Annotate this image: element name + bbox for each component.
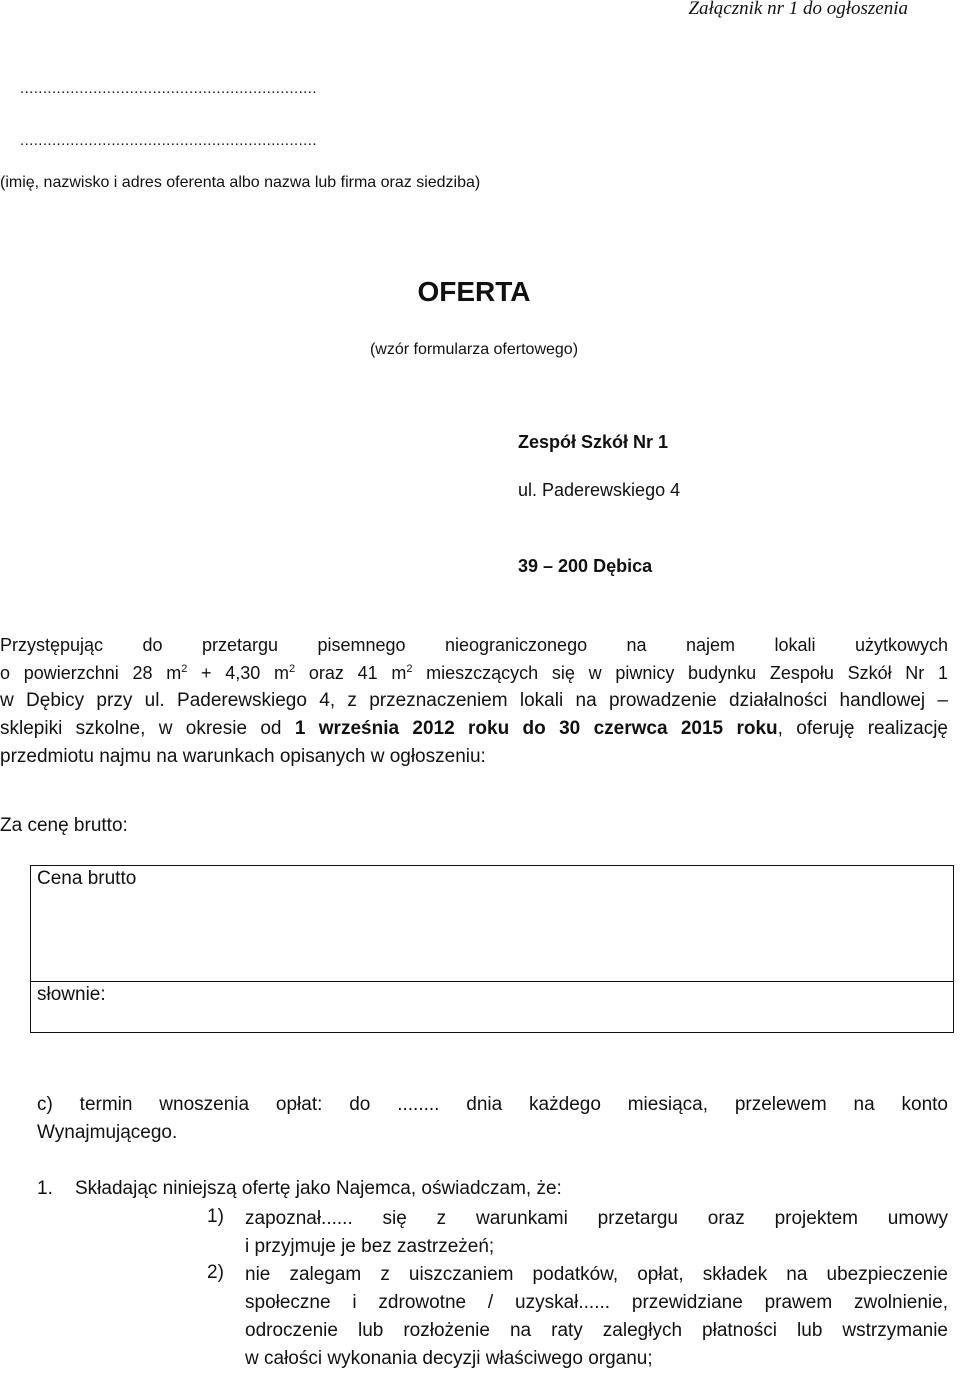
document-subtitle: (wzór formularza ofertowego) [369,341,579,358]
recipient-name: Zespół Szkół Nr 1 [518,432,669,452]
declaration-item-2 [245,1261,948,1373]
declaration-item-2-line-4: w całości wykonania decyzji właściwego organu; [245,1348,653,1369]
declaration-number: 1. [37,1178,53,1199]
declaration-item-1-line-1: zapoznał...... się z warunkami przetargu oraz projektem umowy [245,1208,948,1229]
bidder-caption: (imię, nazwisko i adres oferenta albo nazwa lub firma oraz siedziba) [0,174,481,191]
gross-price-label: Cena brutto [37,868,137,889]
price-box [30,865,954,1033]
declaration-item-2-number: 2) [207,1262,224,1283]
payment-terms [37,1091,948,1147]
price-in-words-field[interactable] [121,986,947,1012]
intro-line-3: w Dębicy przy ul. Paderewskiego 4, z przeznaczeniem lokali na prowadzenie działalności handlowej – [0,690,948,711]
declaration-item-2-line-2: społeczne i zdrowotne / uzyskał...... przewidziane prawem zwolnienie, [245,1292,948,1313]
words-label: słownie: [37,984,106,1005]
payment-line-2: Wynajmującego. [37,1122,178,1143]
price-box-divider [31,981,953,982]
intro-line-1: Przystępując do przetargu pisemnego nieograniczonego na najem lokali użytkowych [0,635,948,655]
lease-period: 1 września 2012 roku do 30 czerwca 2015 roku [294,718,778,739]
intro-paragraph [0,631,948,771]
annex-label: Załącznik nr 1 do ogłoszenia [688,0,908,19]
payment-line-1: c) termin wnoszenia opłat: do ........ dnia każdego miesiąca, przelewem na konto [37,1094,948,1115]
document-title: OFERTA [417,276,531,307]
declaration-item-2-line-3: odroczenie lub rozłożenie na raty zaległych płatności lub wstrzymanie [245,1320,948,1341]
recipient-street: ul. Paderewskiego 4 [518,480,681,500]
intro-line-5: przedmiotu najmu na warunkach opisanych w ogłoszeniu: [0,746,486,767]
declaration-item-1 [245,1205,948,1261]
intro-line-4: sklepiki szkolne, w okresie od 1 września 2012 roku do 30 czerwca 2015 roku, oferuję realizację [0,718,948,739]
intro-line-2: o powierzchni 28 $m^2 + 4,30$ $m^2$ oraz 41 $m^2$ mieszczących się w piwnicy budynku Zespołu Szkół Nr 1 [0,663,949,683]
declaration-item-2-line-1: nie zalegam z uiszczaniem podatków, opłat, składek na ubezpieczenie [245,1264,948,1285]
bidder-dotted-line-1: ................................................................. [20,80,317,97]
declaration-item-1-number: 1) [207,1206,224,1227]
gross-price-field[interactable] [37,900,947,972]
declaration-item-1-line-2: i przyjmuje je bez zastrzeżeń; [245,1236,495,1257]
bidder-dotted-line-2: ................................................................. [20,132,317,149]
declaration-heading: Składając niniejszą ofertę jako Najemca, oświadczam, że: [75,1178,562,1199]
recipient-city: 39 – 200 Dębica [518,556,653,576]
price-heading: Za cenę brutto: [0,815,128,836]
